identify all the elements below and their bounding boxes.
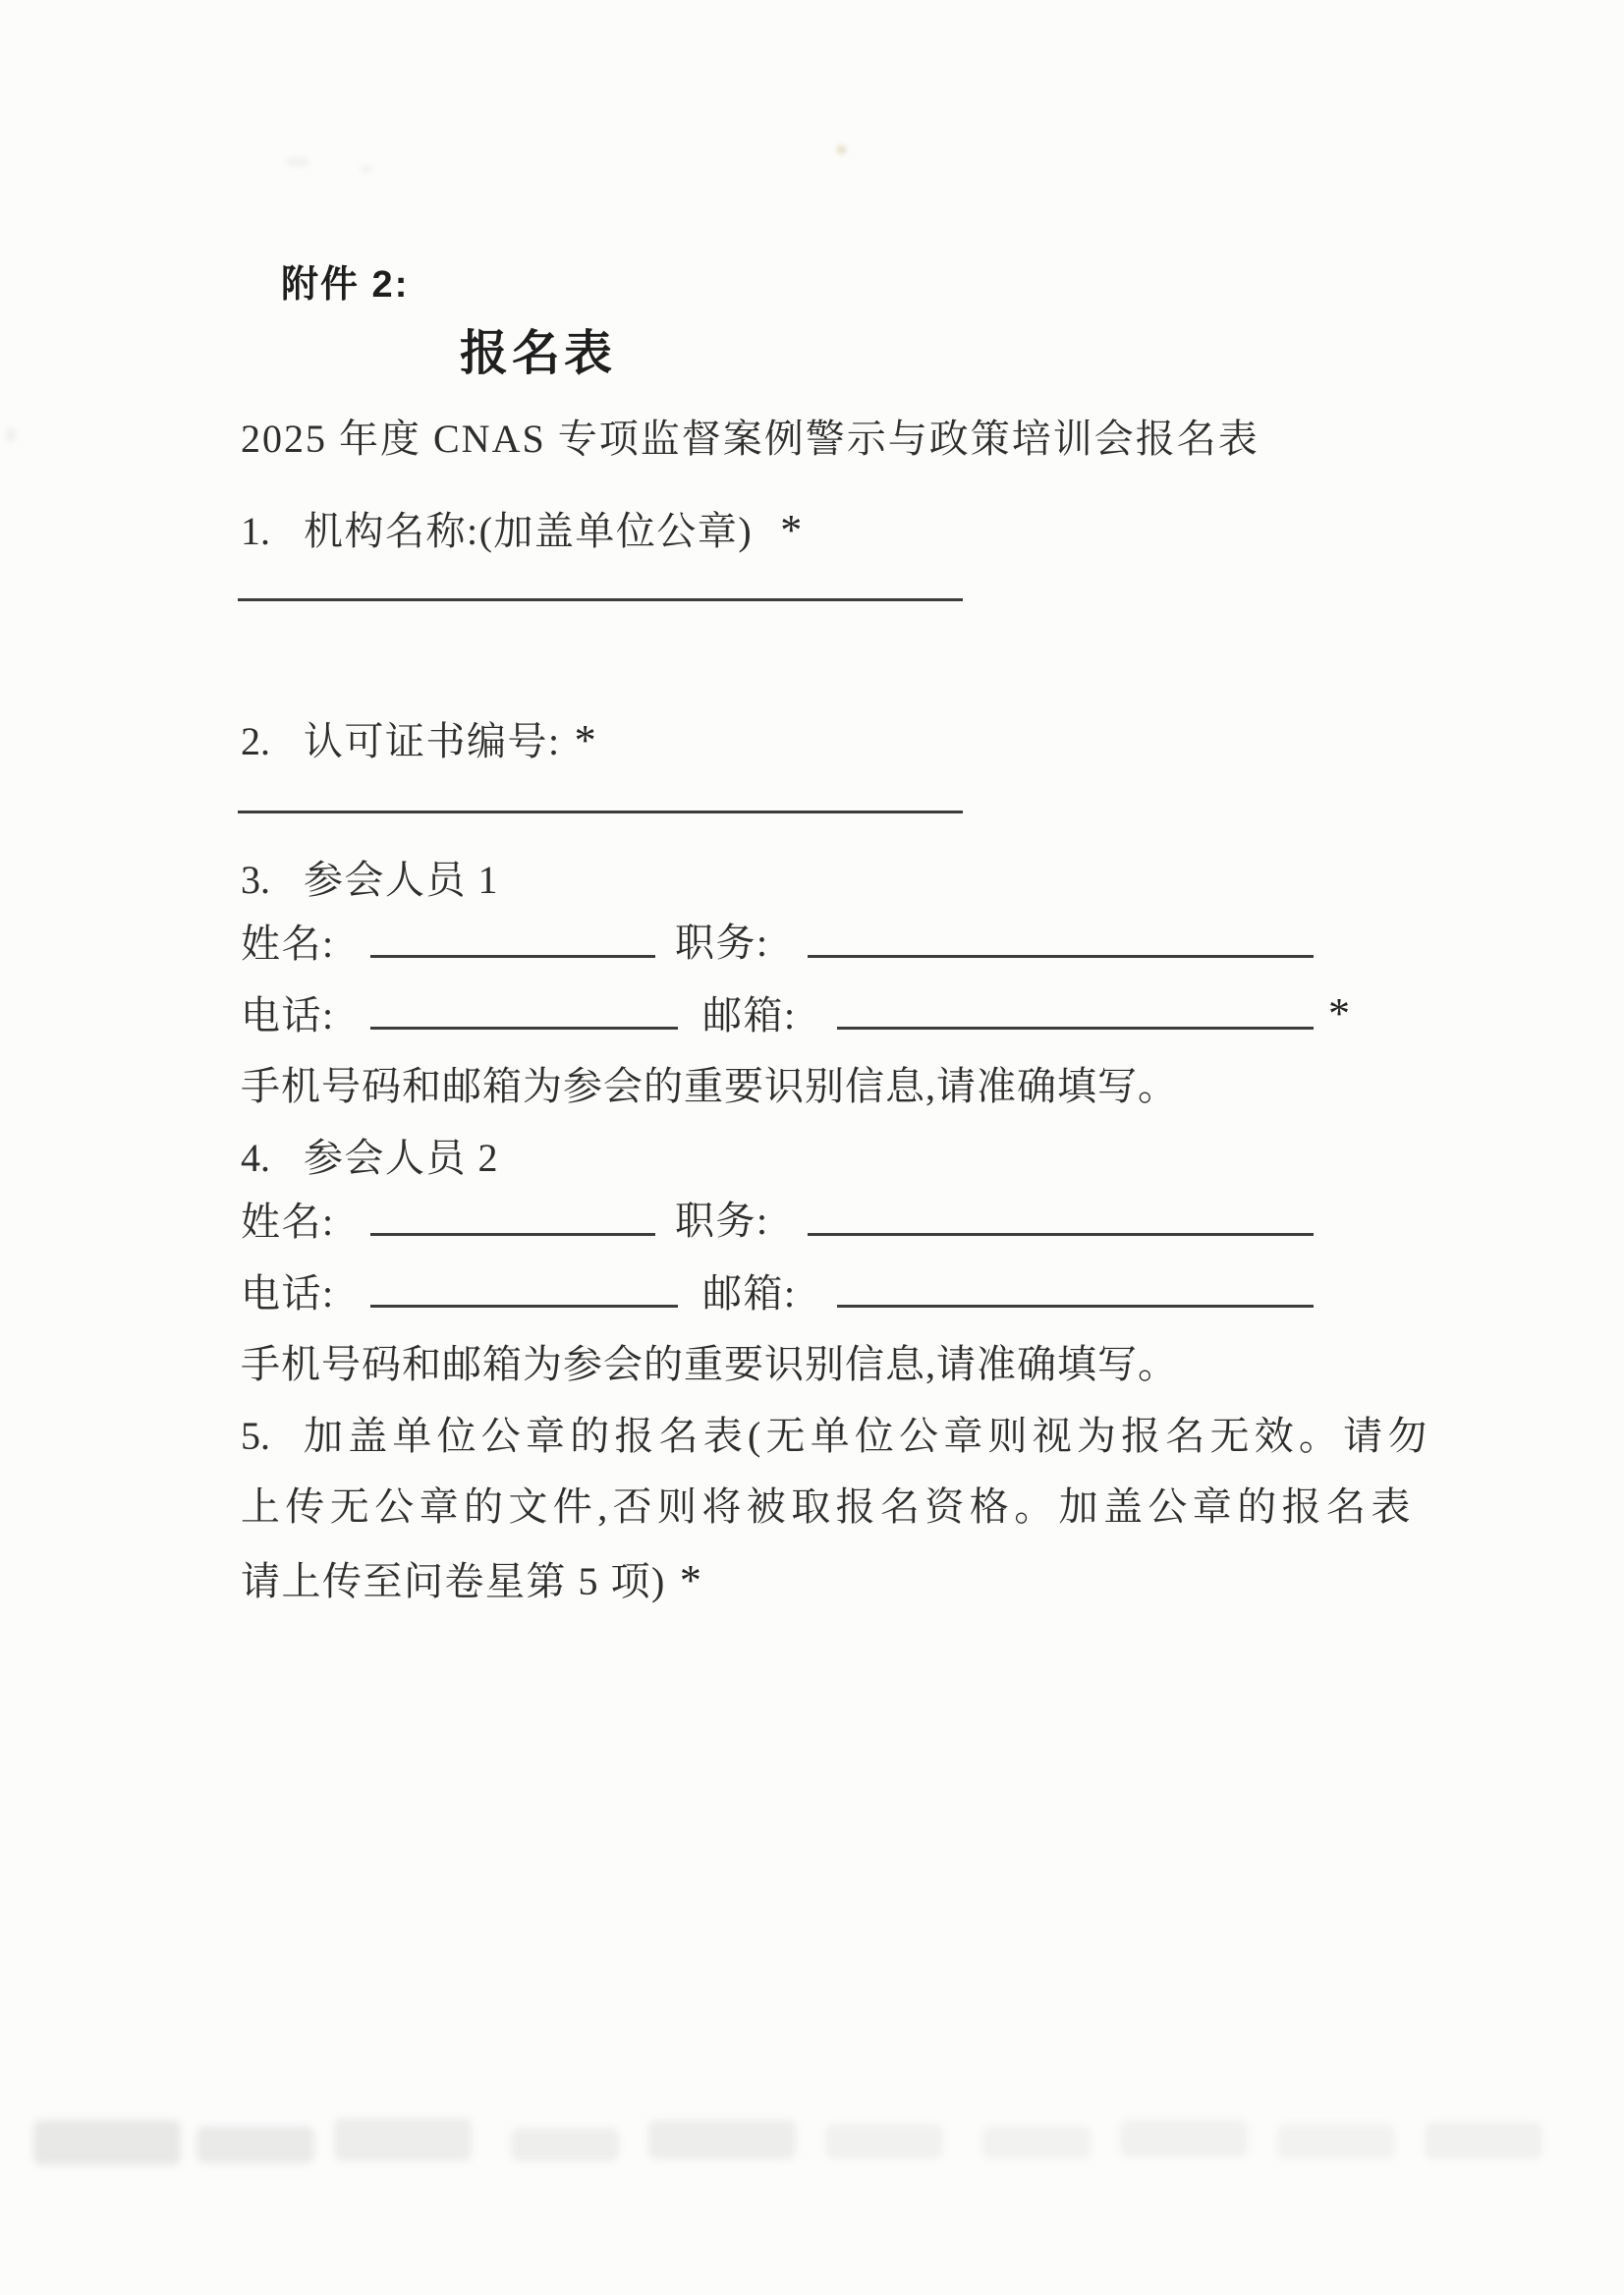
phone-blank-line (370, 1305, 678, 1308)
org-name-blank-line (238, 598, 963, 601)
form-subtitle: 2025 年度 CNAS 专项监督案例警示与政策培训会报名表 (241, 417, 1260, 461)
required-mark: * (1328, 989, 1350, 1037)
certificate-number-blank-line (238, 811, 963, 813)
participant-section-1 (0, 858, 1624, 1113)
email-label: 邮箱: (702, 1271, 797, 1315)
item-1-row (241, 506, 804, 556)
scan-artifact-dot (837, 145, 846, 154)
item-label: 参会人员 1 (304, 858, 499, 902)
phone-blank-line (370, 1027, 678, 1030)
name-label: 姓名: (241, 922, 335, 966)
item-label: 机构名称:(加盖单位公章) (304, 509, 754, 553)
phone-label: 电话: (241, 1271, 335, 1315)
item-5-line-1 (241, 1414, 1432, 1459)
email-blank-line (837, 1027, 1314, 1030)
position-blank-line (808, 1233, 1314, 1236)
attachment-label: 附件 2: (281, 264, 410, 306)
phone-label: 电话: (241, 993, 335, 1037)
position-label: 职务: (675, 921, 769, 965)
item-number: 5. (241, 1414, 270, 1458)
item-5-line-2: 上传无公章的文件,否则将被取报名资格。加盖公章的报名表 (241, 1484, 1416, 1529)
scan-artifact-band (0, 2110, 1624, 2199)
item-number: 2. (241, 719, 270, 763)
name-blank-line (370, 1233, 655, 1236)
item-label: 认可证书编号: (304, 719, 561, 763)
item-number: 4. (241, 1136, 270, 1180)
scan-artifact-dot (285, 157, 310, 167)
scan-artifact-dot (360, 165, 373, 173)
participant-heading (241, 858, 499, 903)
item-number: 3. (241, 858, 270, 902)
email-blank-line (837, 1305, 1314, 1308)
name-blank-line (370, 955, 655, 958)
participant-section-2 (0, 1136, 1624, 1391)
item-5-line-3 (241, 1556, 702, 1606)
form-title: 报名表 (460, 327, 617, 380)
email-label: 邮箱: (702, 993, 797, 1037)
item-label: 参会人员 2 (304, 1136, 499, 1180)
accuracy-note: 手机号码和邮箱为参会的重要识别信息,请准确填写。 (241, 1064, 1178, 1108)
required-mark: * (679, 1556, 703, 1604)
item-text: 请上传至问卷星第 5 项) (241, 1559, 666, 1603)
position-label: 职务: (675, 1199, 769, 1243)
required-mark: * (780, 506, 804, 554)
participant-heading (241, 1136, 499, 1181)
scan-artifact-dot (6, 428, 16, 442)
accuracy-note: 手机号码和邮箱为参会的重要识别信息,请准确填写。 (241, 1342, 1178, 1386)
position-blank-line (808, 955, 1314, 958)
item-text: 加盖单位公章的报名表(无单位公章则视为报名无效。请勿 (304, 1414, 1432, 1458)
item-number: 1. (241, 509, 270, 553)
name-label: 姓名: (241, 1200, 335, 1244)
required-mark: * (574, 716, 598, 764)
item-2-row (241, 716, 597, 766)
